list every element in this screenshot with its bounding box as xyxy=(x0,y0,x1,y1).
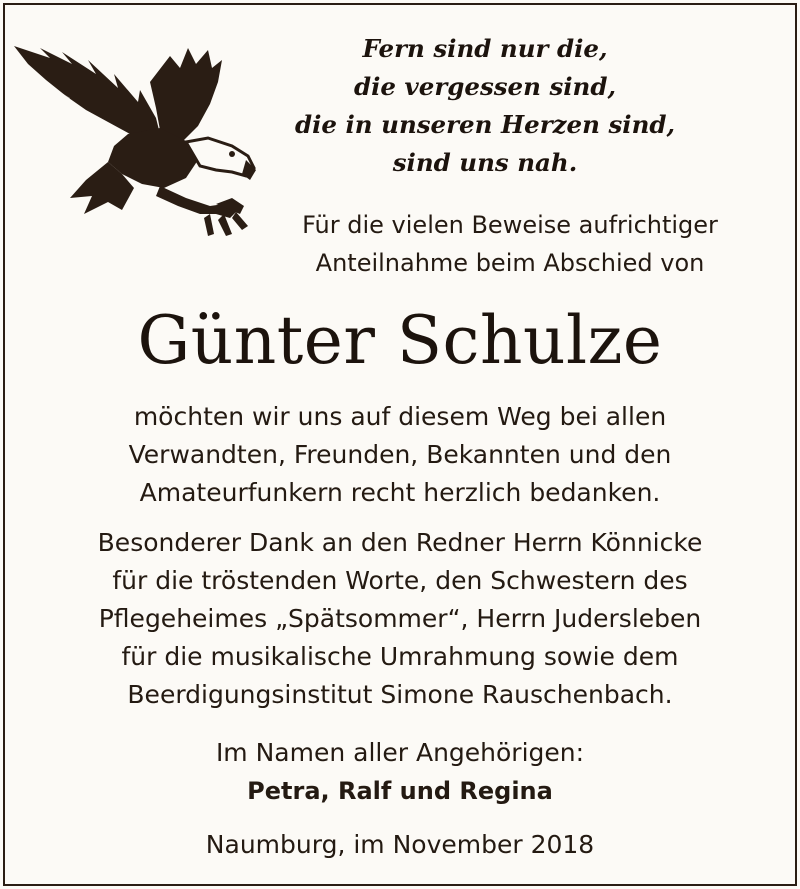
poem-line: Fern sind nur die, xyxy=(362,34,608,63)
thanks-line: möchten wir uns auf diesem Weg bei allen xyxy=(133,402,667,431)
thanks-paragraph xyxy=(0,398,800,512)
intro-line: Anteilnahme beim Abschied von xyxy=(315,249,705,277)
intro-line: Für die vielen Beweise aufrichtiger xyxy=(302,211,718,239)
special-thanks-paragraph xyxy=(0,524,800,714)
poem-line: sind uns nah. xyxy=(392,148,578,177)
special-thanks-line: Beerdigungsinstitut Simone Rauschenbach. xyxy=(127,680,673,709)
poem-line: die in unseren Herzen sind, xyxy=(294,110,676,139)
place-and-date: Naumburg, im November 2018 xyxy=(205,830,595,859)
thanks-line: Amateurfunkern recht herzlich bedanken. xyxy=(139,478,661,507)
special-thanks-line: für die tröstenden Worte, den Schwestern des xyxy=(112,566,688,595)
thanks-line: Verwandten, Freunden, Bekannten und den xyxy=(128,440,672,469)
eagle-icon xyxy=(10,38,260,243)
signatories: Petra, Ralf und Regina xyxy=(247,777,553,805)
closing-line: Im Namen aller Angehörigen: xyxy=(215,738,585,767)
closing-section xyxy=(0,734,800,810)
special-thanks-line: für die musikalische Umrahmung sowie dem xyxy=(121,642,679,671)
special-thanks-line: Pflegeheimes „Spätsommer“, Herrn Judersleben xyxy=(98,604,702,633)
intro-text xyxy=(260,206,760,282)
poem-line: die vergessen sind, xyxy=(353,72,617,101)
deceased-name: Günter Schulze xyxy=(137,302,663,379)
memorial-poem xyxy=(270,30,700,182)
special-thanks-line: Besonderer Dank an den Redner Herrn Könnicke xyxy=(97,528,703,557)
